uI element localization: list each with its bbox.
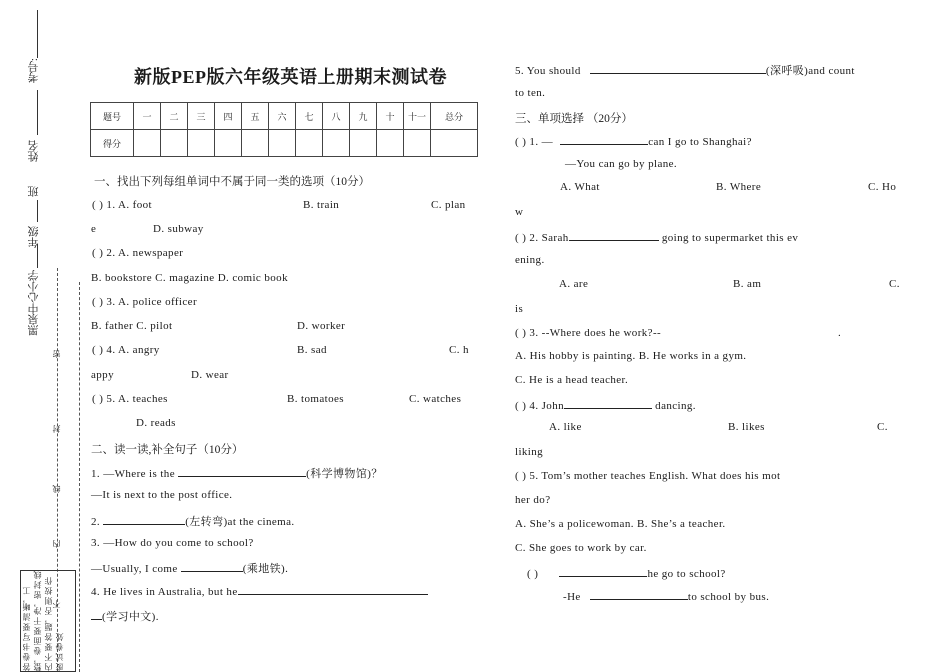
m3-stem-end: .: [838, 327, 842, 339]
m3-option-c: C. He is a head teacher.: [515, 374, 629, 386]
q3-options: B. father C. pilot: [91, 320, 173, 332]
score-input-cell[interactable]: [134, 130, 161, 157]
m6-rest: he go to school?: [647, 568, 726, 580]
table-cell: 题号: [91, 103, 134, 130]
m4-option-a: A. like: [549, 421, 582, 433]
s2-number: 2.: [91, 516, 101, 528]
m6-answer-prefix: -He: [563, 591, 581, 603]
m1-blank[interactable]: [560, 134, 648, 145]
table-cell: 八: [323, 103, 350, 130]
m2-option-c: C.: [889, 278, 900, 290]
s4-blank[interactable]: [238, 584, 428, 595]
table-cell: 六: [269, 103, 296, 130]
seal-char: 线: [52, 485, 61, 493]
class-line: [37, 200, 38, 222]
s4-cont: [91, 608, 159, 624]
q1-stem: ( ) 1. A. foot: [92, 199, 152, 211]
m5-stem-cont: her do?: [515, 494, 551, 506]
table-cell: 总分: [431, 103, 478, 130]
q5-option-b: B. tomatoes: [287, 393, 344, 405]
grade-label: 年级: [28, 226, 40, 248]
table-cell: 十: [377, 103, 404, 130]
seal-char: 内: [52, 540, 61, 548]
s1-hint: (科学博物馆)？: [306, 468, 383, 480]
table-cell: 五: [242, 103, 269, 130]
school-name: 黑泉中心小学: [28, 270, 40, 336]
student-name-label: 姓名: [28, 140, 40, 162]
score-input-cell[interactable]: [242, 130, 269, 157]
s2-text: [91, 513, 295, 529]
m5-option-c: C. She goes to work by car.: [515, 542, 647, 554]
m1-answer: —You can go by plane.: [565, 158, 678, 170]
m2-stem-cont: ening.: [515, 254, 545, 266]
m2-rest: going to supermarket this ev: [661, 232, 799, 244]
q4-option-b: B. sad: [297, 344, 327, 356]
m6-blank[interactable]: [559, 566, 647, 577]
section-3-heading: 三、单项选择 （20分）: [515, 113, 633, 125]
m1-option-c: C. Ho: [868, 181, 897, 193]
m5-options-ab: A. She’s a policewoman. B. She’s a teacher.: [515, 518, 726, 530]
section-2-heading: 二、读一读,补全句子（10分）: [91, 444, 244, 456]
m1-option-c-cont: w: [515, 206, 524, 218]
q4-option-c-cont: appy: [91, 369, 114, 381]
score-table-header-row: [91, 103, 478, 130]
m2-blank[interactable]: [569, 230, 659, 241]
q4-option-c: C. h: [449, 344, 469, 356]
m4-option-b: B. likes: [728, 421, 765, 433]
seal-char: 封: [52, 425, 61, 433]
m1-rest: can I go to Shanghai?: [648, 136, 752, 148]
score-input-cell[interactable]: [323, 130, 350, 157]
s3-blank[interactable]: [181, 561, 243, 572]
seal-char: 不: [52, 600, 61, 608]
table-cell: 三: [188, 103, 215, 130]
q3-option-d: D. worker: [297, 320, 346, 332]
s4-blank-cont[interactable]: [91, 609, 102, 620]
score-input-cell[interactable]: [161, 130, 188, 157]
score-input-cell[interactable]: [215, 130, 242, 157]
m5-stem: ( ) 5. Tom’s mother teaches English. What does his mot: [515, 470, 781, 482]
m2-stem: [515, 230, 798, 244]
table-cell: 十一: [404, 103, 431, 130]
m2-option-b: B. am: [733, 278, 762, 290]
s1-prefix: 1. —Where is the: [91, 468, 175, 480]
exam-no-line: [37, 10, 38, 58]
s1-blank[interactable]: [178, 466, 306, 477]
q3-stem: ( ) 3. A. police officer: [92, 296, 198, 308]
s5-blank[interactable]: [590, 63, 766, 74]
q4-stem: ( ) 4. A. angry: [92, 344, 160, 356]
q2-options: B. bookstore C. magazine D. comic book: [91, 272, 288, 284]
m1-prefix: ( ) 1. —: [515, 136, 554, 148]
s2-blank[interactable]: [103, 514, 185, 525]
s1-text: [91, 465, 383, 481]
m4-option-c-cont: liking: [515, 446, 544, 458]
score-input-cell[interactable]: [404, 130, 431, 157]
s1-answer: —It is next to the post office.: [91, 489, 233, 501]
s3-prefix: —Usually, I come: [91, 563, 178, 575]
m1-stem: [515, 134, 752, 148]
s2-hint: (左转弯)at the cinema.: [185, 516, 295, 528]
m1-option-b: B. Where: [716, 181, 762, 193]
m6-answer: [563, 589, 769, 603]
table-cell: 九: [350, 103, 377, 130]
table-cell: 七: [296, 103, 323, 130]
table-cell: 二: [161, 103, 188, 130]
q4-option-d: D. wear: [191, 369, 229, 381]
s3-answer: [91, 560, 288, 576]
q1-option-d: D. subway: [153, 223, 204, 235]
s5-text: [515, 62, 855, 78]
m6-answer-blank[interactable]: [590, 589, 688, 600]
section-1-heading: 一、找出下列每组单词中不属于同一类的选项（10分）: [94, 176, 370, 188]
class-label: 班: [28, 186, 40, 197]
m2-option-a: A. are: [559, 278, 589, 290]
page-title: 新版PEP版六年级英语上册期末测试卷: [134, 67, 447, 87]
score-input-cell[interactable]: [296, 130, 323, 157]
m4-option-c: C.: [877, 421, 888, 433]
m4-blank[interactable]: [564, 398, 652, 409]
s5-hint: (深呼吸)and count: [765, 65, 855, 77]
seal-line-dashed-2: [79, 282, 80, 672]
m4-stem: [515, 398, 696, 412]
score-input-cell[interactable]: [377, 130, 404, 157]
m6-stem: [527, 566, 726, 580]
s3-hint: (乘地铁).: [242, 563, 289, 575]
q1-option-c-cont: e: [91, 223, 97, 235]
m2-prefix: ( ) 2. Sarah: [515, 232, 569, 244]
m4-prefix: ( ) 4. John: [515, 400, 565, 412]
seal-char: 密: [52, 350, 61, 358]
score-table: [90, 102, 478, 157]
q5-option-c: C. watches: [409, 393, 462, 405]
m6-prefix: ( ): [527, 568, 539, 580]
seal-notice-box: [20, 570, 76, 672]
s4-text: [91, 584, 428, 598]
score-input-cell[interactable]: [188, 130, 215, 157]
grade-line: [37, 244, 38, 268]
m6-answer-rest: to school by bus.: [687, 591, 770, 603]
m2-option-c-cont: is: [515, 303, 524, 315]
q5-stem: ( ) 5. A. teaches: [92, 393, 168, 405]
score-input-cell[interactable]: [350, 130, 377, 157]
q2-stem: ( ) 2. A. newspaper: [92, 247, 184, 259]
seal-notice-text: 答 卷 书 写 要 清 晰，工 整，卷 面 要 干 净，密 封 线 内 不 要 答 题，否 则 按 作 废 试 卷 处: [22, 571, 64, 671]
s5-prefix: 5. You should: [515, 65, 581, 77]
m1-option-a: A. What: [560, 181, 600, 193]
exam-no-label: 考号:: [28, 58, 40, 84]
name-line: [37, 90, 38, 135]
m3-options-ab: A. His hobby is painting. B. He works in a gym.: [515, 350, 747, 362]
m4-rest: dancing.: [655, 400, 696, 412]
table-cell: 一: [134, 103, 161, 130]
s4-prefix: 4. He lives in Australia, but he: [91, 586, 238, 598]
score-input-cell[interactable]: [269, 130, 296, 157]
s3-question: 3. —How do you come to school?: [91, 537, 254, 549]
score-table-score-row: [91, 130, 478, 157]
m3-stem: ( ) 3. --Where does he work?--: [515, 327, 662, 339]
q1-option-c: C. plan: [431, 199, 466, 211]
table-cell: 得分: [91, 130, 134, 157]
s5-cont: to ten.: [515, 87, 546, 99]
table-cell: 四: [215, 103, 242, 130]
q1-option-b: B. train: [303, 199, 340, 211]
s4-hint: (学习中文).: [102, 611, 159, 623]
q5-option-d: D. reads: [136, 417, 176, 429]
score-input-cell[interactable]: [431, 130, 478, 157]
